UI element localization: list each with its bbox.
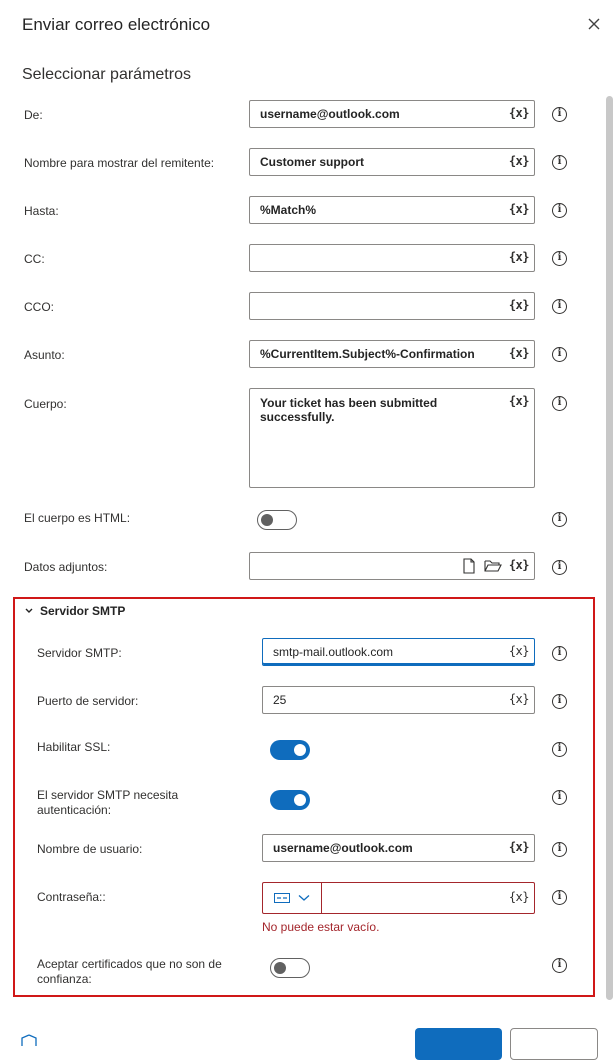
subject-label: Asunto: <box>24 348 65 362</box>
smtp-server-value: smtp-mail.outlook.com <box>273 645 394 659</box>
variable-icon[interactable]: {x} <box>508 890 529 904</box>
attachments-label: Datos adjuntos: <box>24 560 108 574</box>
folder-icon[interactable] <box>484 559 502 573</box>
info-icon[interactable]: i <box>552 512 567 527</box>
info-icon[interactable]: i <box>552 107 567 122</box>
variable-icon[interactable]: {x} <box>508 692 529 706</box>
body-html-toggle[interactable] <box>257 510 297 530</box>
smtp-port-input[interactable] <box>262 686 535 714</box>
save-button[interactable] <box>415 1028 502 1060</box>
password-error-message: No puede estar vacío. <box>262 920 380 934</box>
variable-icon[interactable]: {x} <box>508 558 529 572</box>
chevron-down-icon <box>24 606 34 616</box>
variable-icon[interactable]: {x} <box>508 202 529 216</box>
info-icon[interactable]: i <box>552 958 567 973</box>
smtp-port-value: 25 <box>273 693 287 707</box>
display-name-input[interactable] <box>249 148 535 176</box>
from-input[interactable] <box>249 100 535 128</box>
password-type-dropdown[interactable] <box>262 882 322 914</box>
cc-label: CC: <box>24 252 45 266</box>
from-value: username@outlook.com <box>260 107 400 121</box>
body-html-label: El cuerpo es HTML: <box>24 511 131 525</box>
username-input[interactable] <box>262 834 535 862</box>
variable-icon[interactable]: {x} <box>508 298 529 312</box>
smtp-server-input[interactable] <box>262 638 535 666</box>
bcc-input[interactable] <box>249 292 535 320</box>
info-icon[interactable]: i <box>552 299 567 314</box>
section-title: Seleccionar parámetros <box>22 66 191 83</box>
to-value: %Match% <box>260 203 317 217</box>
info-icon[interactable]: i <box>552 560 567 575</box>
bcc-label: CCO: <box>24 300 54 314</box>
auth-label: El servidor SMTP necesita autenticación: <box>37 788 179 817</box>
password-input[interactable] <box>321 882 535 914</box>
untrusted-certs-toggle[interactable] <box>270 958 310 978</box>
cc-input[interactable] <box>249 244 535 272</box>
variable-icon[interactable]: {x} <box>508 346 529 360</box>
info-icon[interactable]: i <box>552 842 567 857</box>
info-icon[interactable]: i <box>552 347 567 362</box>
variable-icon[interactable]: {x} <box>508 106 529 120</box>
body-label: Cuerpo: <box>24 397 67 411</box>
to-input[interactable] <box>249 196 535 224</box>
info-icon[interactable]: i <box>552 890 567 905</box>
smtp-port-label: Puerto de servidor: <box>37 694 139 708</box>
password-type-icon <box>274 893 290 903</box>
file-icon[interactable] <box>462 558 476 574</box>
attachments-input[interactable] <box>249 552 535 580</box>
smtp-group-header[interactable] <box>24 604 125 618</box>
auth-toggle[interactable] <box>270 790 310 810</box>
info-icon[interactable]: i <box>552 790 567 805</box>
info-icon[interactable]: i <box>552 646 567 661</box>
to-label: Hasta: <box>24 204 59 218</box>
password-label: Contraseña:: <box>37 890 106 904</box>
variable-icon[interactable]: {x} <box>508 154 529 168</box>
variable-icon[interactable]: {x} <box>508 250 529 264</box>
body-textarea[interactable] <box>249 388 535 488</box>
cancel-button[interactable] <box>510 1028 598 1060</box>
display-name-value: Customer support <box>260 155 365 169</box>
chevron-down-icon <box>298 894 310 902</box>
dialog-title: Enviar correo electrónico <box>22 15 211 34</box>
from-label: De: <box>24 108 43 122</box>
subject-value: %CurrentItem.Subject%-Confirmation <box>260 347 475 361</box>
ssl-toggle[interactable] <box>270 740 310 760</box>
body-value: Your ticket has been submitted successfully. <box>260 396 438 424</box>
subject-input[interactable] <box>249 340 535 368</box>
info-icon[interactable]: i <box>552 396 567 411</box>
shield-icon[interactable] <box>20 1034 38 1046</box>
scrollbar[interactable] <box>606 96 613 1000</box>
info-icon[interactable]: i <box>552 155 567 170</box>
display-name-label: Nombre para mostrar del remitente: <box>24 156 215 170</box>
info-icon[interactable]: i <box>552 742 567 757</box>
variable-icon[interactable]: {x} <box>508 644 529 658</box>
smtp-group-title: Servidor SMTP <box>40 604 126 618</box>
username-label: Nombre de usuario: <box>37 842 143 856</box>
info-icon[interactable]: i <box>552 251 567 266</box>
variable-icon[interactable]: {x} <box>508 840 529 854</box>
ssl-label: Habilitar SSL: <box>37 740 111 754</box>
smtp-server-label: Servidor SMTP: <box>37 646 122 660</box>
close-icon[interactable] <box>584 14 604 34</box>
info-icon[interactable]: i <box>552 203 567 218</box>
info-icon[interactable]: i <box>552 694 567 709</box>
variable-icon[interactable]: {x} <box>508 394 529 408</box>
username-value: username@outlook.com <box>273 841 413 855</box>
untrusted-certs-label: Aceptar certificados que no son de confianza: <box>37 957 222 986</box>
